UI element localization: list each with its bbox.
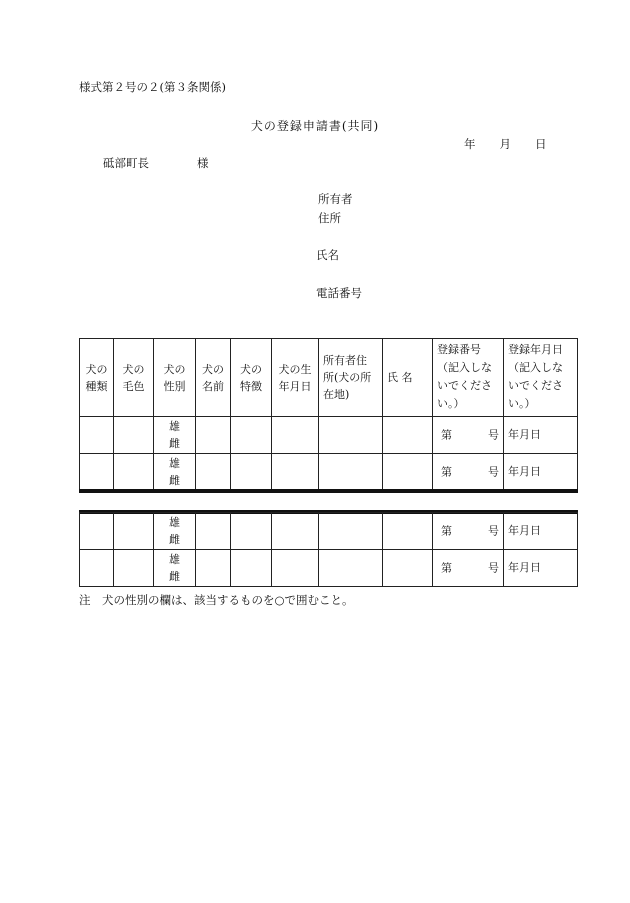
document-title: 犬の登録申請書(共同) <box>250 119 380 133</box>
address-label: 住所 <box>318 211 341 225</box>
owner-name-cell[interactable] <box>383 454 433 491</box>
addressee-honorific: 様 <box>197 156 209 170</box>
coat-cell[interactable] <box>114 417 154 454</box>
sex-male: 雄 <box>169 420 180 433</box>
sex-female: 雌 <box>169 437 180 450</box>
breed-cell[interactable] <box>80 513 114 550</box>
dog-name-cell[interactable] <box>196 513 231 550</box>
birthdate-cell[interactable] <box>272 417 319 454</box>
birthdate-cell[interactable] <box>272 550 319 587</box>
registration-number-cell: 第 号 <box>433 417 504 454</box>
sex-female: 雌 <box>169 533 180 546</box>
name-label: 氏名 <box>316 248 339 262</box>
sex-female: 雌 <box>169 474 180 487</box>
footnote: 注 犬の性別の欄は、該当するものを○で囲むこと。 <box>79 593 354 607</box>
header-owner-address: 所有者住 所(犬の所 在地) <box>319 339 383 417</box>
registration-number-cell: 第 号 <box>433 454 504 491</box>
sex-cell[interactable] <box>154 417 196 454</box>
date-day-label: 日 <box>535 137 547 151</box>
registration-date-cell: 年月日 <box>504 513 578 550</box>
owner-label: 所有者 <box>318 192 353 206</box>
coat-cell[interactable] <box>114 550 154 587</box>
form-number: 様式第２号の２(第３条関係) <box>79 80 226 94</box>
coat-cell[interactable] <box>114 513 154 550</box>
header-owner-name: 氏 名 <box>383 339 433 417</box>
owner-address-cell[interactable] <box>319 454 383 491</box>
addressee <box>103 157 209 171</box>
features-cell[interactable] <box>231 513 272 550</box>
header-sex: 犬の 性別 <box>154 339 196 417</box>
breed-cell[interactable] <box>80 550 114 587</box>
sex-female: 雌 <box>169 570 180 583</box>
header-coat: 犬の 毛色 <box>114 339 154 417</box>
addressee-name: 砥部町長 <box>103 156 149 170</box>
sex-cell[interactable] <box>154 550 196 587</box>
header-registration-number: 登録番号 （記入しな いでくださ い。） <box>433 339 504 417</box>
sex-male: 雄 <box>169 457 180 470</box>
owner-name-cell[interactable] <box>383 550 433 587</box>
features-cell[interactable] <box>231 454 272 491</box>
table-header-row <box>80 339 578 417</box>
coat-cell[interactable] <box>114 454 154 491</box>
registration-number-cell: 第 号 <box>433 513 504 550</box>
dog-name-cell[interactable] <box>196 550 231 587</box>
date-year-label: 年 <box>464 137 476 151</box>
header-birthdate: 犬の生 年月日 <box>272 339 319 417</box>
owner-address-cell[interactable] <box>319 550 383 587</box>
table-row <box>80 550 578 587</box>
date-month-label: 月 <box>499 137 511 151</box>
registration-table-top <box>79 338 578 491</box>
registration-number-cell: 第 号 <box>433 550 504 587</box>
owner-address-cell[interactable] <box>319 513 383 550</box>
registration-date-cell: 年月日 <box>504 550 578 587</box>
date-line <box>464 138 547 152</box>
dog-name-cell[interactable] <box>196 454 231 491</box>
registration-table-bottom <box>79 512 578 587</box>
sex-male: 雄 <box>169 516 180 529</box>
sex-cell[interactable] <box>154 454 196 491</box>
table-row <box>80 417 578 454</box>
breed-cell[interactable] <box>80 454 114 491</box>
sex-male: 雄 <box>169 553 180 566</box>
registration-date-cell: 年月日 <box>504 417 578 454</box>
owner-name-cell[interactable] <box>383 417 433 454</box>
phone-label: 電話番号 <box>316 286 362 300</box>
table-row <box>80 513 578 550</box>
thick-divider <box>79 489 578 493</box>
features-cell[interactable] <box>231 550 272 587</box>
birthdate-cell[interactable] <box>272 513 319 550</box>
registration-date-cell: 年月日 <box>504 454 578 491</box>
header-registration-date: 登録年月日 （記入しな いでくださ い。） <box>504 339 578 417</box>
header-breed: 犬の 種類 <box>80 339 114 417</box>
birthdate-cell[interactable] <box>272 454 319 491</box>
header-dog-name: 犬の 名前 <box>196 339 231 417</box>
dog-name-cell[interactable] <box>196 417 231 454</box>
owner-address-cell[interactable] <box>319 417 383 454</box>
breed-cell[interactable] <box>80 417 114 454</box>
owner-name-cell[interactable] <box>383 513 433 550</box>
header-features: 犬の 特徴 <box>231 339 272 417</box>
features-cell[interactable] <box>231 417 272 454</box>
sex-cell[interactable] <box>154 513 196 550</box>
table-row <box>80 454 578 491</box>
